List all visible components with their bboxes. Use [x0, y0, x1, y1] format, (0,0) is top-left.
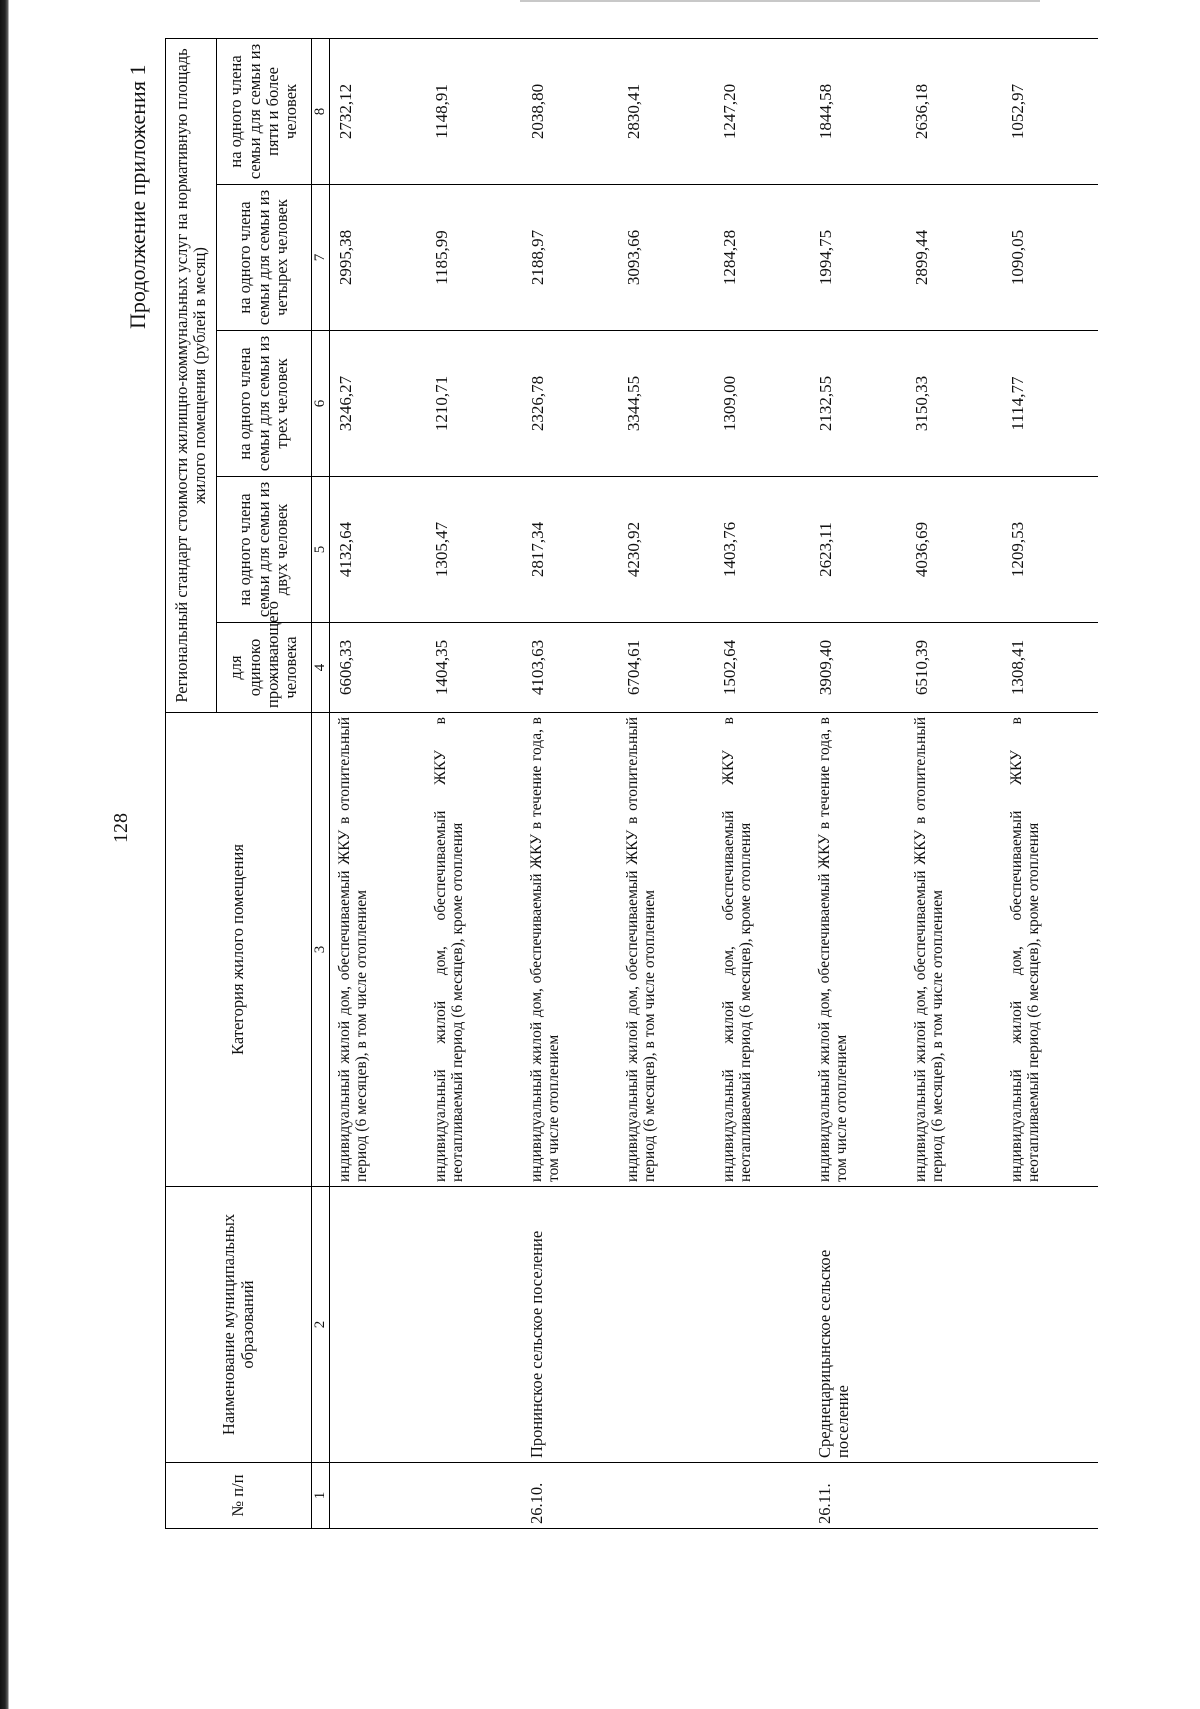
table-row	[329, 38, 426, 1528]
page-number: 128	[110, 813, 132, 843]
row-num	[426, 1463, 522, 1529]
column-number: 1	[312, 1463, 330, 1529]
cost-standard-table	[165, 38, 1098, 1529]
row-num	[906, 1463, 1002, 1529]
row-value-5: 4230,92	[618, 477, 714, 623]
row-value-6: 3150,33	[906, 331, 1002, 477]
row-num	[714, 1463, 810, 1529]
row-value-4: 6510,39	[906, 623, 1002, 713]
row-value-6: 2326,78	[522, 331, 618, 477]
row-name	[1002, 1187, 1098, 1463]
row-category: индивидуальный жилой дом, обеспечиваемый ЖКУ в отопительный период (6 месяцев), в том числе отоплением	[618, 713, 714, 1187]
row-value-8: 2830,41	[618, 38, 714, 184]
row-value-8: 1247,20	[714, 38, 810, 184]
row-value-4: 4103,63	[522, 623, 618, 713]
appendix-title: Продолжение приложения 1	[125, 64, 150, 329]
header-col4: для одиноко проживающего человека	[217, 623, 312, 713]
column-number: 5	[312, 477, 330, 623]
row-name: Пронинское сельское поселение	[522, 1187, 618, 1463]
row-value-6: 2132,55	[810, 331, 906, 477]
row-value-6: 1309,00	[714, 331, 810, 477]
row-value-7: 3093,66	[618, 185, 714, 331]
table-row	[1002, 38, 1098, 1528]
row-value-6: 1114,77	[1002, 331, 1098, 477]
table-row	[522, 38, 618, 1528]
column-number: 6	[312, 331, 330, 477]
row-value-5: 4036,69	[906, 477, 1002, 623]
row-value-5: 1305,47	[426, 477, 522, 623]
column-number: 8	[312, 38, 330, 184]
row-value-6: 3344,55	[618, 331, 714, 477]
row-value-5: 2623,11	[810, 477, 906, 623]
row-num	[618, 1463, 714, 1529]
row-value-5: 4132,64	[329, 477, 426, 623]
row-name: Среднецарицынское сельское поселение	[810, 1187, 906, 1463]
row-num	[1002, 1463, 1098, 1529]
row-category: индивидуальный жилой дом, обеспечиваемый ЖКУ в течение года, в том числе отоплением	[522, 713, 618, 1187]
row-name	[329, 1187, 426, 1463]
row-value-7: 1090,05	[1002, 185, 1098, 331]
row-value-8: 2732,12	[329, 38, 426, 184]
row-value-8: 1148,91	[426, 38, 522, 184]
row-category: индивидуальный жилой дом, обеспечиваемый ЖКУ в отопительный период (6 месяцев), в том числе отоплением	[329, 713, 426, 1187]
header-category: Категория жилого помещения	[166, 713, 312, 1187]
table-row	[906, 38, 1002, 1528]
header-col6: на одного члена семьи для семьи из трех человек	[217, 331, 312, 477]
row-value-7: 2188,97	[522, 185, 618, 331]
row-value-8: 1052,97	[1002, 38, 1098, 184]
row-value-4: 1308,41	[1002, 623, 1098, 713]
row-value-6: 3246,27	[329, 331, 426, 477]
header-num: № п/п	[166, 1463, 312, 1529]
column-number: 4	[312, 623, 330, 713]
row-value-4: 6606,33	[329, 623, 426, 713]
column-number: 3	[312, 713, 330, 1187]
row-value-5: 2817,34	[522, 477, 618, 623]
row-category: индивидуальный жилой дом, обеспечиваемый ЖКУ в отопительный период (6 месяцев), в том числе отоплением	[906, 713, 1002, 1187]
row-value-5: 1209,53	[1002, 477, 1098, 623]
column-number: 2	[312, 1187, 330, 1463]
row-value-8: 2038,80	[522, 38, 618, 184]
row-name	[906, 1187, 1002, 1463]
row-value-6: 1210,71	[426, 331, 522, 477]
row-value-7: 1994,75	[810, 185, 906, 331]
header-standard: Региональный стандарт стоимости жилищно-коммунальных услуг на нормативную площадь жилого помещения (рублей в месяц)	[166, 38, 217, 712]
column-number: 7	[312, 185, 330, 331]
row-value-7: 2899,44	[906, 185, 1002, 331]
row-value-8: 1844,58	[810, 38, 906, 184]
row-num: 26.10.	[522, 1463, 618, 1529]
row-value-4: 1404,35	[426, 623, 522, 713]
row-value-7: 1284,28	[714, 185, 810, 331]
row-value-7: 1185,99	[426, 185, 522, 331]
header-col7: на одного члена семьи для семьи из четырех человек	[217, 185, 312, 331]
row-num: 26.11.	[810, 1463, 906, 1529]
row-category: индивидуальный жилой дом, обеспечиваемый ЖКУ в течение года, в том числе отоплением	[810, 713, 906, 1187]
table-row	[618, 38, 714, 1528]
row-category: индивидуальный жилой дом, обеспечиваемый ЖКУ в неотапливаемый период (6 месяцев), кроме отопления	[426, 713, 522, 1187]
table-row	[810, 38, 906, 1528]
row-name	[618, 1187, 714, 1463]
row-value-4: 1502,64	[714, 623, 810, 713]
row-name	[714, 1187, 810, 1463]
header-name: Наименование муниципальных образований	[166, 1187, 312, 1463]
row-value-4: 3909,40	[810, 623, 906, 713]
row-category: индивидуальный жилой дом, обеспечиваемый ЖКУ в неотапливаемый период (6 месяцев), кроме отопления	[714, 713, 810, 1187]
header-col8: на одного члена семьи для семьи из пяти и более человек	[217, 38, 312, 184]
header-col5: на одного члена семьи для семьи из двух человек	[217, 477, 312, 623]
row-value-5: 1403,76	[714, 477, 810, 623]
row-value-4: 6704,61	[618, 623, 714, 713]
row-value-7: 2995,38	[329, 185, 426, 331]
row-num	[329, 1463, 426, 1529]
row-category: индивидуальный жилой дом, обеспечиваемый ЖКУ в неотапливаемый период (6 месяцев), кроме отопления	[1002, 713, 1098, 1187]
table-row	[714, 38, 810, 1528]
row-value-8: 2636,18	[906, 38, 1002, 184]
row-name	[426, 1187, 522, 1463]
table-row	[426, 38, 522, 1528]
